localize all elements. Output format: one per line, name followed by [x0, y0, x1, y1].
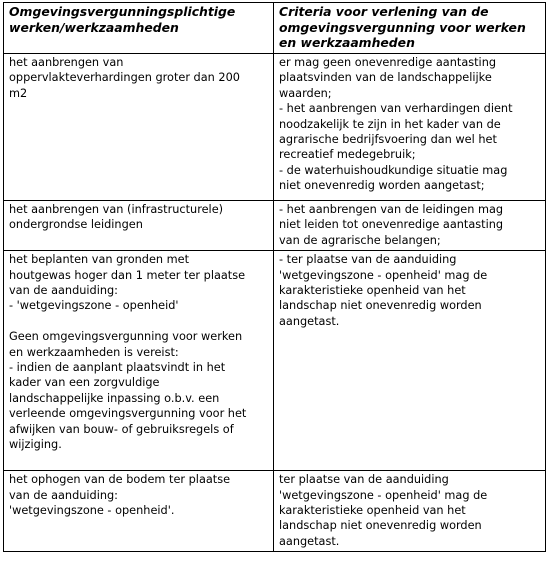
header-cell-works [4, 3, 274, 54]
header-line: werken/werkzaamheden [9, 19, 179, 35]
works-cell [4, 201, 274, 251]
rules-table [3, 2, 546, 552]
cell-line: landschap niet onevenredig worden [279, 299, 482, 313]
cell-line: van de agrarische belangen; [279, 233, 441, 247]
cell-line: landschappelijke inpassing o.b.v. een [9, 391, 220, 405]
header-line: en werkzaamheden [279, 35, 415, 50]
cell-line: ter plaatse van de aanduiding [279, 473, 449, 487]
table-header-row [4, 3, 546, 54]
criteria-cell [274, 201, 546, 251]
cell-line: van de aanduiding: [9, 284, 118, 298]
table-row [4, 471, 546, 552]
cell-line: karakteristieke openheid van het [279, 284, 466, 298]
cell-line: afwijken van bouw- of gebruiksregels of [9, 422, 234, 436]
cell-line: wijziging. [9, 438, 62, 452]
cell-line: - het aanbrengen van de leidingen mag [279, 203, 504, 216]
cell-line: m2 [9, 86, 28, 100]
cell-line: 'wetgevingszone - openheid' mag de [279, 268, 488, 282]
cell-line: ondergrondse leidingen [9, 218, 143, 232]
cell-line: - het aanbrengen van verhardingen dient [279, 102, 513, 116]
cell-line: het aanbrengen van [9, 56, 124, 69]
cell-line: agrarische bedrijfsvoering dan wel het [279, 133, 497, 147]
works-cell [4, 251, 274, 471]
table-row [4, 251, 546, 471]
cell-line: het ophogen van de bodem ter plaatse [9, 473, 231, 487]
cell-line: waarden; [279, 86, 332, 100]
table-row [4, 201, 546, 251]
cell-line: van de aanduiding: [9, 488, 118, 502]
cell-line: 'wetgevingszone - openheid'. [9, 504, 175, 518]
header-line: omgevingsvergunning voor werken [279, 19, 526, 35]
criteria-cell [274, 471, 546, 552]
criteria-cell [274, 251, 546, 471]
cell-line: Geen omgevingsvergunning voor werken [9, 330, 243, 344]
cell-line: het beplanten van gronden met [9, 253, 190, 267]
cell-line: plaatsvinden van de landschappelijke [279, 71, 492, 85]
cell-line: niet leiden tot onevenredige aantasting [279, 218, 504, 232]
cell-line: noodzakelijk te zijn in het kader van de [279, 117, 501, 131]
header-cell-criteria [274, 3, 546, 54]
cell-line: 'wetgevingszone - openheid' mag de [279, 488, 488, 502]
cell-line: kader van een zorgvuldige [9, 376, 160, 390]
cell-line: landschap niet onevenredig worden [279, 519, 482, 533]
header-line: Criteria voor verlening van de [279, 4, 489, 19]
cell-line: het aanbrengen van (infrastructurele) [9, 203, 224, 216]
cell-line: er mag geen onevenredige aantasting [279, 56, 497, 69]
cell-line: houtgewas hoger dan 1 meter ter plaatse [9, 268, 246, 282]
criteria-cell [274, 54, 546, 201]
cell-line: - ter plaatse van de aanduiding [279, 253, 457, 267]
cell-line: aangetast. [279, 534, 340, 548]
cell-line: - de waterhuishoudkundige situatie mag [279, 163, 508, 177]
cell-line: oppervlakteverhardingen groter dan 200 [9, 71, 240, 85]
cell-line: aangetast. [279, 314, 340, 328]
cell-line: recreatief medegebruik; [279, 148, 416, 162]
table-row [4, 54, 546, 201]
works-cell [4, 471, 274, 552]
cell-line: verleende omgevingsvergunning voor het [9, 407, 247, 421]
works-cell [4, 54, 274, 201]
cell-line: niet onevenredig worden aangetast; [279, 179, 485, 193]
header-line: Omgevingsvergunningsplichtige [9, 4, 236, 19]
paragraph-gap [9, 314, 268, 329]
cell-line: - 'wetgevingszone - openheid' [9, 299, 179, 313]
cell-line: karakteristieke openheid van het [279, 504, 466, 518]
cell-line: - indien de aanplant plaatsvindt in het [9, 361, 226, 375]
cell-line: en werkzaamheden is vereist: [9, 345, 179, 359]
